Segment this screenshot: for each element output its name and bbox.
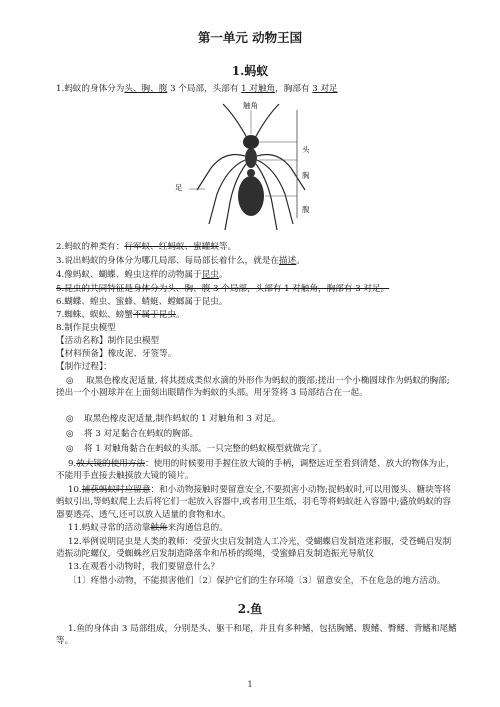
section-heading-ant: 1.蚂蚁	[231, 64, 269, 78]
process-heading: 【制作过程】：	[56, 362, 112, 372]
step-2: 取黑色橡皮泥适量,制作蚂蚁的 1 对触角和 3 对足。	[84, 414, 281, 424]
question-11: 11.蚂蚁寻常的活动靠触角来沟通信息的。	[68, 523, 228, 533]
question-4: 4.像蚂蚁、蝴蝶、蝗虫这样的动物属于昆虫。	[56, 270, 228, 280]
label-leg: 足	[175, 183, 183, 192]
label-antenna: 触角	[243, 101, 258, 110]
label-thorax: 胸	[302, 171, 310, 180]
section-heading-fish: 2.鱼	[237, 602, 263, 616]
magnifier-usage-heading: 放大镜的使用方法	[76, 459, 145, 469]
question-5: 5.昆虫的共同特征是身体分为头、胸、腹 3 个局部，头部有 1 对触角，胸部有 3 对足。	[56, 284, 390, 294]
ant-catching-heading: 捕获蚂蚁时应留意	[81, 485, 151, 495]
activity-name: 【活动名称】制作昆虫模型	[56, 336, 160, 346]
question-7: 7.蜘蛛、蜈蚣、螃蟹不属于昆虫。	[56, 310, 185, 320]
question-13: 13.在观看小动物时，我们要留意什么？	[68, 562, 220, 572]
step-1: 取黑色橡皮泥适量, 将其搓成类似水滴的外形作为蚂蚁的腹部;搓出一个小椭圆球作为蚂蚁的胸部;搓出一个小圆球并在上面刻出眼睛作为蚂蚁的头部。用牙签将 3 局部结合在一起。	[56, 376, 450, 399]
step-bullet: ◎	[66, 376, 74, 386]
page-number: 1	[247, 680, 253, 689]
question-9: 9.放大镜的使用方法：使用的时候要用手握住放大镜的手柄，调整远近至看到清楚、放大的物体为止，不能用手直接去触摸放大镜的镜片。	[56, 459, 455, 482]
fish-question-1: 1.鱼的身体由 3 局部组成，分别是头、躯干和尾，并且有多种鳍，包括胸鳍、腹鳍、臀鳍、背鳍和尾鳍等。	[56, 624, 457, 647]
answer-13: 〔1〕疼惜小动物，不能损害他们〔2〕保护它们的生存环境〔3〕留意安全，不在危急的地方活动。	[68, 576, 446, 586]
answer-ant-types: 行军蚁、红蚂蚁、蜜罐蚁	[124, 242, 219, 252]
answer-antennae: 1 对触角	[241, 84, 276, 94]
label-head: 头	[302, 145, 310, 154]
question-10: 10.捕获蚂蚁时应留意：和小动物接触时要留意安全,不要损害小动物;捉蚂蚁时,可以用馒头、糖块等将蚂蚁引出,等蚂蚁爬上去后将它们一起放入容器中,或者用卫生纸、羽毛等将蚂蚁赶入容器中;盛放蚂蚁的容器要透亮、透气,还可以放入适量的食物和水。	[56, 485, 452, 520]
question-1: 1.蚂蚁的身体分为头、胸、腹 3 个局部，头部有 1 对触角，胸部有 3 对足	[56, 84, 338, 94]
step-3: 将 3 对足黏合在蚂蚁的胸部。	[84, 429, 199, 439]
answer-antennae-communication: 触角	[150, 523, 168, 533]
question-6: 6.蝴蝶、蝗虫、蜜蜂、蜻蜓、螳螂属于昆虫。	[56, 297, 228, 307]
answer-legs: 3 对足	[312, 84, 338, 94]
answer-insect: 昆虫	[201, 270, 219, 280]
question-8-title: 8.制作昆虫模型	[56, 323, 116, 333]
materials: 【材料预备】橡皮泥、牙签等。	[56, 349, 177, 359]
step-bullet: ◎	[66, 429, 74, 439]
answer-not-insect: 不属于昆虫	[132, 310, 176, 320]
ant-illustration	[175, 98, 345, 238]
step-4: 将 1 对触角黏合在蚂蚁的头部。一只完整的蚂蚁模型就做完了。	[84, 444, 327, 454]
unit-title: 第一单元 动物王国	[197, 30, 303, 45]
question-3: 3.说出蚂蚁的身体分为哪几局部、每局部长着什么，就是在描述。	[56, 256, 305, 266]
answer-describe: 描述	[279, 256, 297, 266]
label-abdomen: 腹	[302, 205, 310, 214]
step-bullet: ◎	[66, 444, 74, 454]
question-12: 12.举例说明昆虫是人类的教师：受萤火虫启发制造人工冷光，受蝴蝶启发制造迷彩服，受苍蝇启发制造振动陀螺仪，受蜘蛛丝启发制造降落伞和吊桥的缆绳，受蜜蜂启发制造振光导航仪	[56, 537, 452, 560]
answer-body-parts: 头、胸、腹	[124, 84, 168, 94]
step-bullet: ◎	[66, 414, 74, 424]
question-2: 2.蚂蚁的种类有：行军蚁、红蚂蚁、蜜罐蚁等。	[56, 242, 237, 252]
ant-diagram	[175, 98, 345, 238]
